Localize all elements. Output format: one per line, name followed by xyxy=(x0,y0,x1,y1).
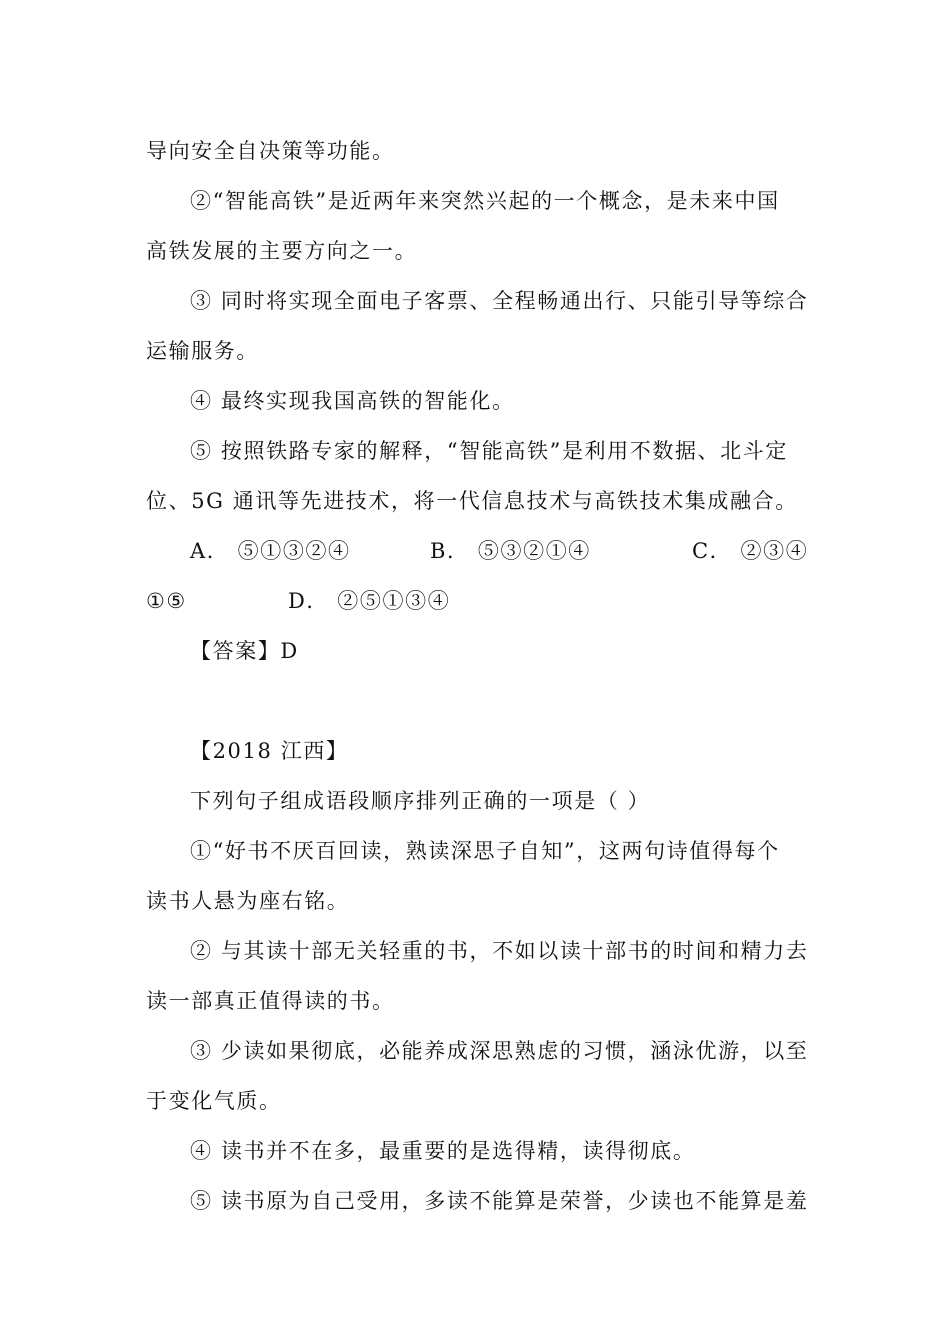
q1-text-continuation: 导向安全自决策等功能。 xyxy=(146,139,395,163)
q2-item-5-line-1: ⑤ 读书原为自己受用，多读不能算是荣誉，少读也不能算是羞 xyxy=(190,1189,809,1213)
q1-options-row-1 xyxy=(0,536,950,566)
q1-item-2-line-2: 高铁发展的主要方向之一。 xyxy=(146,239,418,263)
q1-item-4: ④ 最终实现我国高铁的智能化。 xyxy=(190,389,515,413)
q2-source-label: 【2018 江西】 xyxy=(190,739,349,763)
q1-options-row-2 xyxy=(0,586,950,616)
q1-answer: 【答案】D xyxy=(190,639,299,663)
q1-item-3-line-2: 运输服务。 xyxy=(146,339,259,363)
q1-item-5-line-1: ⑤ 按照铁路专家的解释，“智能高铁”是利用不数据、北斗定 xyxy=(190,439,788,463)
q1-item-5-line-2: 位、5G 通讯等先进技术，将一代信息技术与高铁技术集成融合。 xyxy=(146,489,798,513)
q1-option-c-continuation: ①⑤ xyxy=(146,589,187,613)
q1-item-2-line-1: ②“智能高铁”是近两年来突然兴起的一个概念，是未来中国 xyxy=(190,189,780,213)
q2-item-3-line-2: 于变化气质。 xyxy=(146,1089,282,1113)
q2-item-4: ④ 读书并不在多，最重要的是选得精，读得彻底。 xyxy=(190,1139,696,1163)
q2-item-1-line-1: ①“好书不厌百回读，熟读深思子自知”，这两句诗值得每个 xyxy=(190,839,780,863)
q1-option-d: D． ②⑤①③④ xyxy=(288,589,451,613)
q1-option-b: B． ⑤③②①④ xyxy=(430,539,591,563)
q2-item-1-line-2: 读书人悬为座右铭。 xyxy=(146,889,350,913)
q2-item-2-line-2: 读一部真正值得读的书。 xyxy=(146,989,395,1013)
q1-option-a: A． ⑤①③②④ xyxy=(190,539,351,563)
q1-option-c: C． ②③④ xyxy=(692,539,809,563)
q2-stem: 下列句子组成语段顺序排列正确的一项是（ ） xyxy=(190,789,651,813)
q2-item-3-line-1: ③ 少读如果彻底，必能养成深思熟虑的习惯，涵泳优游，以至 xyxy=(190,1039,809,1063)
q2-item-2-line-1: ② 与其读十部无关轻重的书，不如以读十部书的时间和精力去 xyxy=(190,939,809,963)
q1-item-3-line-1: ③ 同时将实现全面电子客票、全程畅通出行、只能引导等综合 xyxy=(190,289,809,313)
